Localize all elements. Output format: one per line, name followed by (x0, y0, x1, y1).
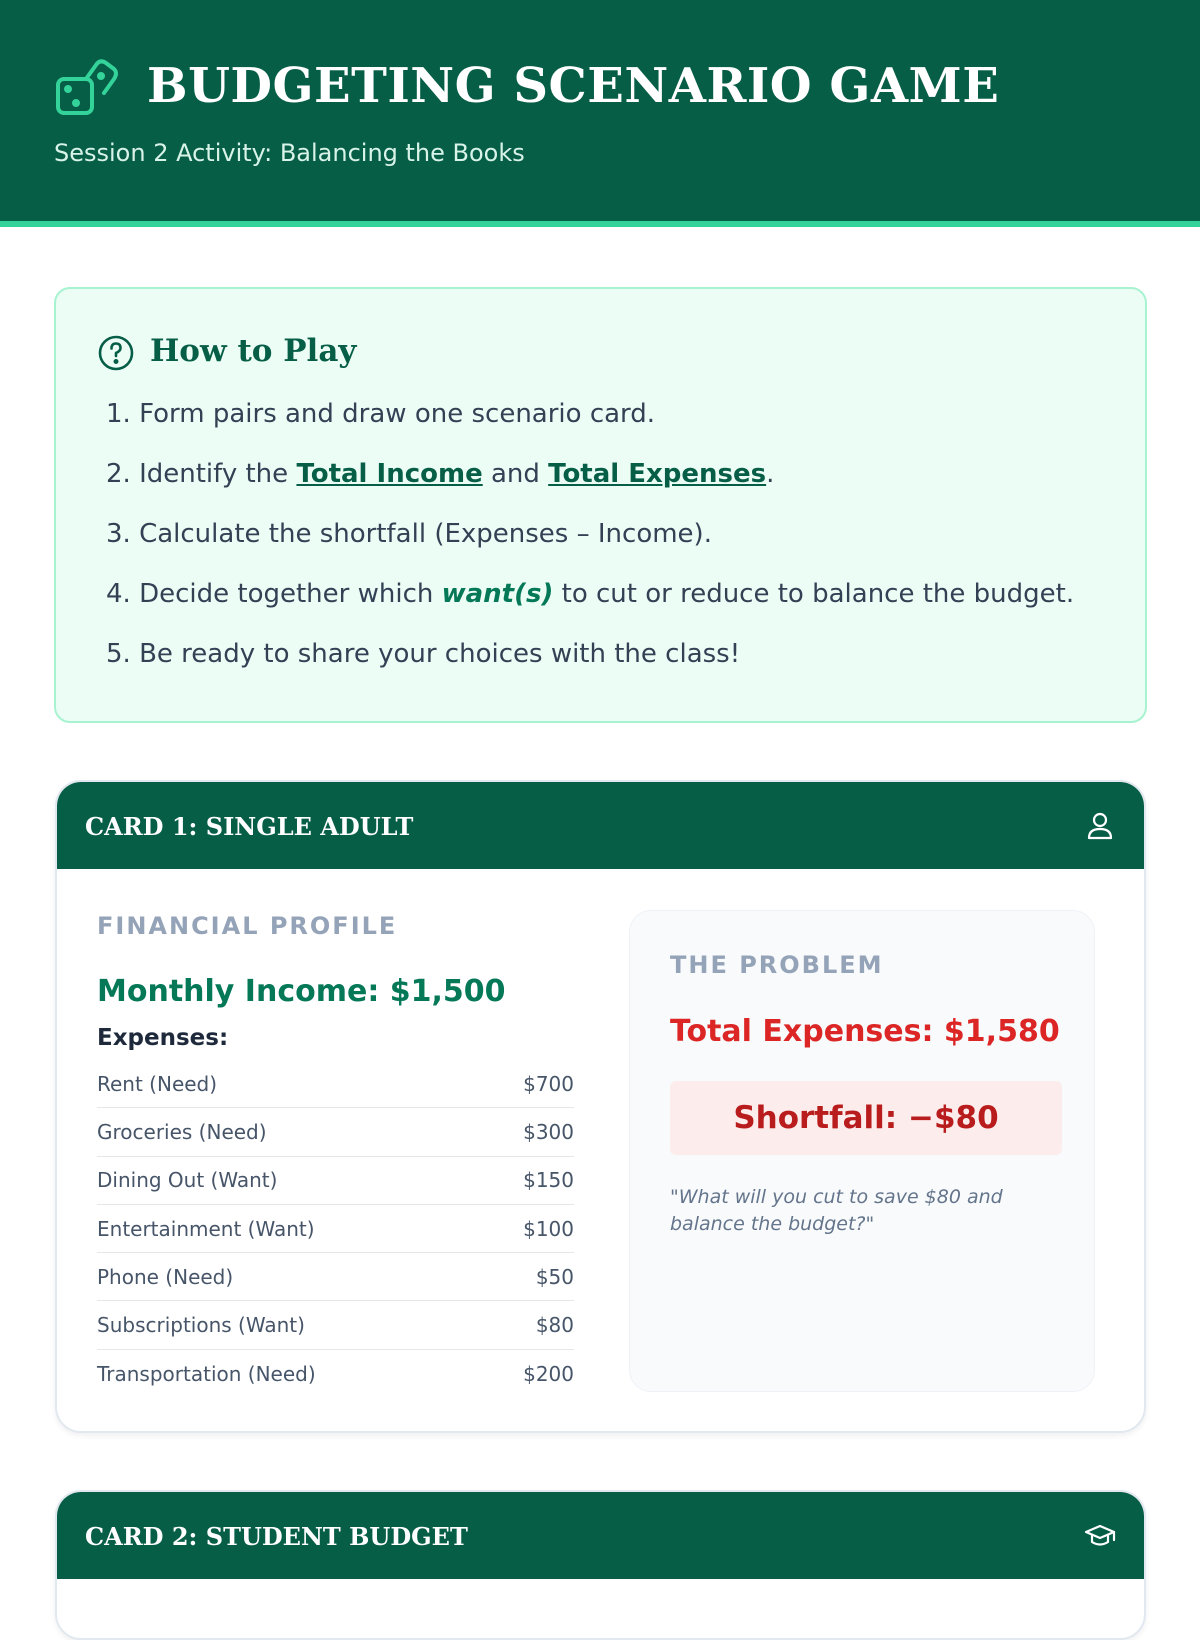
card-title: CARD 1: SINGLE ADULT (85, 812, 414, 841)
expenses-label: Expenses: (97, 1025, 229, 1051)
expense-row: Subscriptions (Want) $80 (97, 1301, 574, 1349)
scenario-card-single-adult (55, 780, 1146, 1433)
problem-label: THE PROBLEM (670, 951, 884, 979)
card-header (57, 1492, 1144, 1579)
card-header (57, 782, 1144, 869)
how-to-play-panel (54, 287, 1147, 723)
total-income-term: Total Income (296, 459, 483, 489)
expense-row: Groceries (Need) $300 (97, 1108, 574, 1156)
step-item: 3. Calculate the shortfall (Expenses – Income). (106, 519, 712, 549)
step-item: 1. Form pairs and draw one scenario card. (106, 399, 656, 429)
dice-icon (54, 55, 118, 119)
expense-row: Rent (Need) $700 (97, 1060, 574, 1108)
steps-list (106, 397, 1126, 697)
problem-panel (629, 910, 1095, 1392)
user-icon (1084, 810, 1116, 842)
shortfall-box (670, 1081, 1062, 1155)
how-to-play-title: How to Play (150, 333, 357, 369)
wants-term: want(s) (441, 579, 554, 609)
shortfall-value: Shortfall: −$80 (733, 1100, 999, 1136)
step-item: 4. Decide together which want(s) to cut or reduce to balance the budget. (106, 579, 1075, 609)
monthly-income: Monthly Income: $1,500 (97, 974, 506, 1009)
scenario-card-student-budget (55, 1490, 1146, 1640)
step-item: 2. Identify the Total Income and Total Expenses. (106, 459, 775, 489)
financial-profile-label: FINANCIAL PROFILE (97, 912, 398, 940)
step-item: 5. Be ready to share your choices with the class! (106, 639, 741, 669)
expense-row: Transportation (Need) $200 (97, 1361, 574, 1386)
problem-question: "What will you cut to save $80 and balance the budget?" (670, 1186, 1003, 1235)
total-expenses: Total Expenses: $1,580 (670, 1014, 1060, 1049)
question-circle-icon (98, 335, 134, 371)
expense-row: Phone (Need) $50 (97, 1253, 574, 1301)
expense-list (97, 1060, 574, 1398)
expense-row: Dining Out (Want) $150 (97, 1157, 574, 1205)
graduation-cap-icon (1084, 1520, 1116, 1552)
page-title: BUDGETING SCENARIO GAME (147, 58, 1000, 114)
page-subtitle: Session 2 Activity: Balancing the Books (54, 139, 525, 167)
card-title: CARD 2: STUDENT BUDGET (85, 1522, 468, 1551)
expense-row: Entertainment (Want) $100 (97, 1205, 574, 1253)
total-expenses-term: Total Expenses (548, 459, 767, 489)
page-header (0, 0, 1200, 227)
